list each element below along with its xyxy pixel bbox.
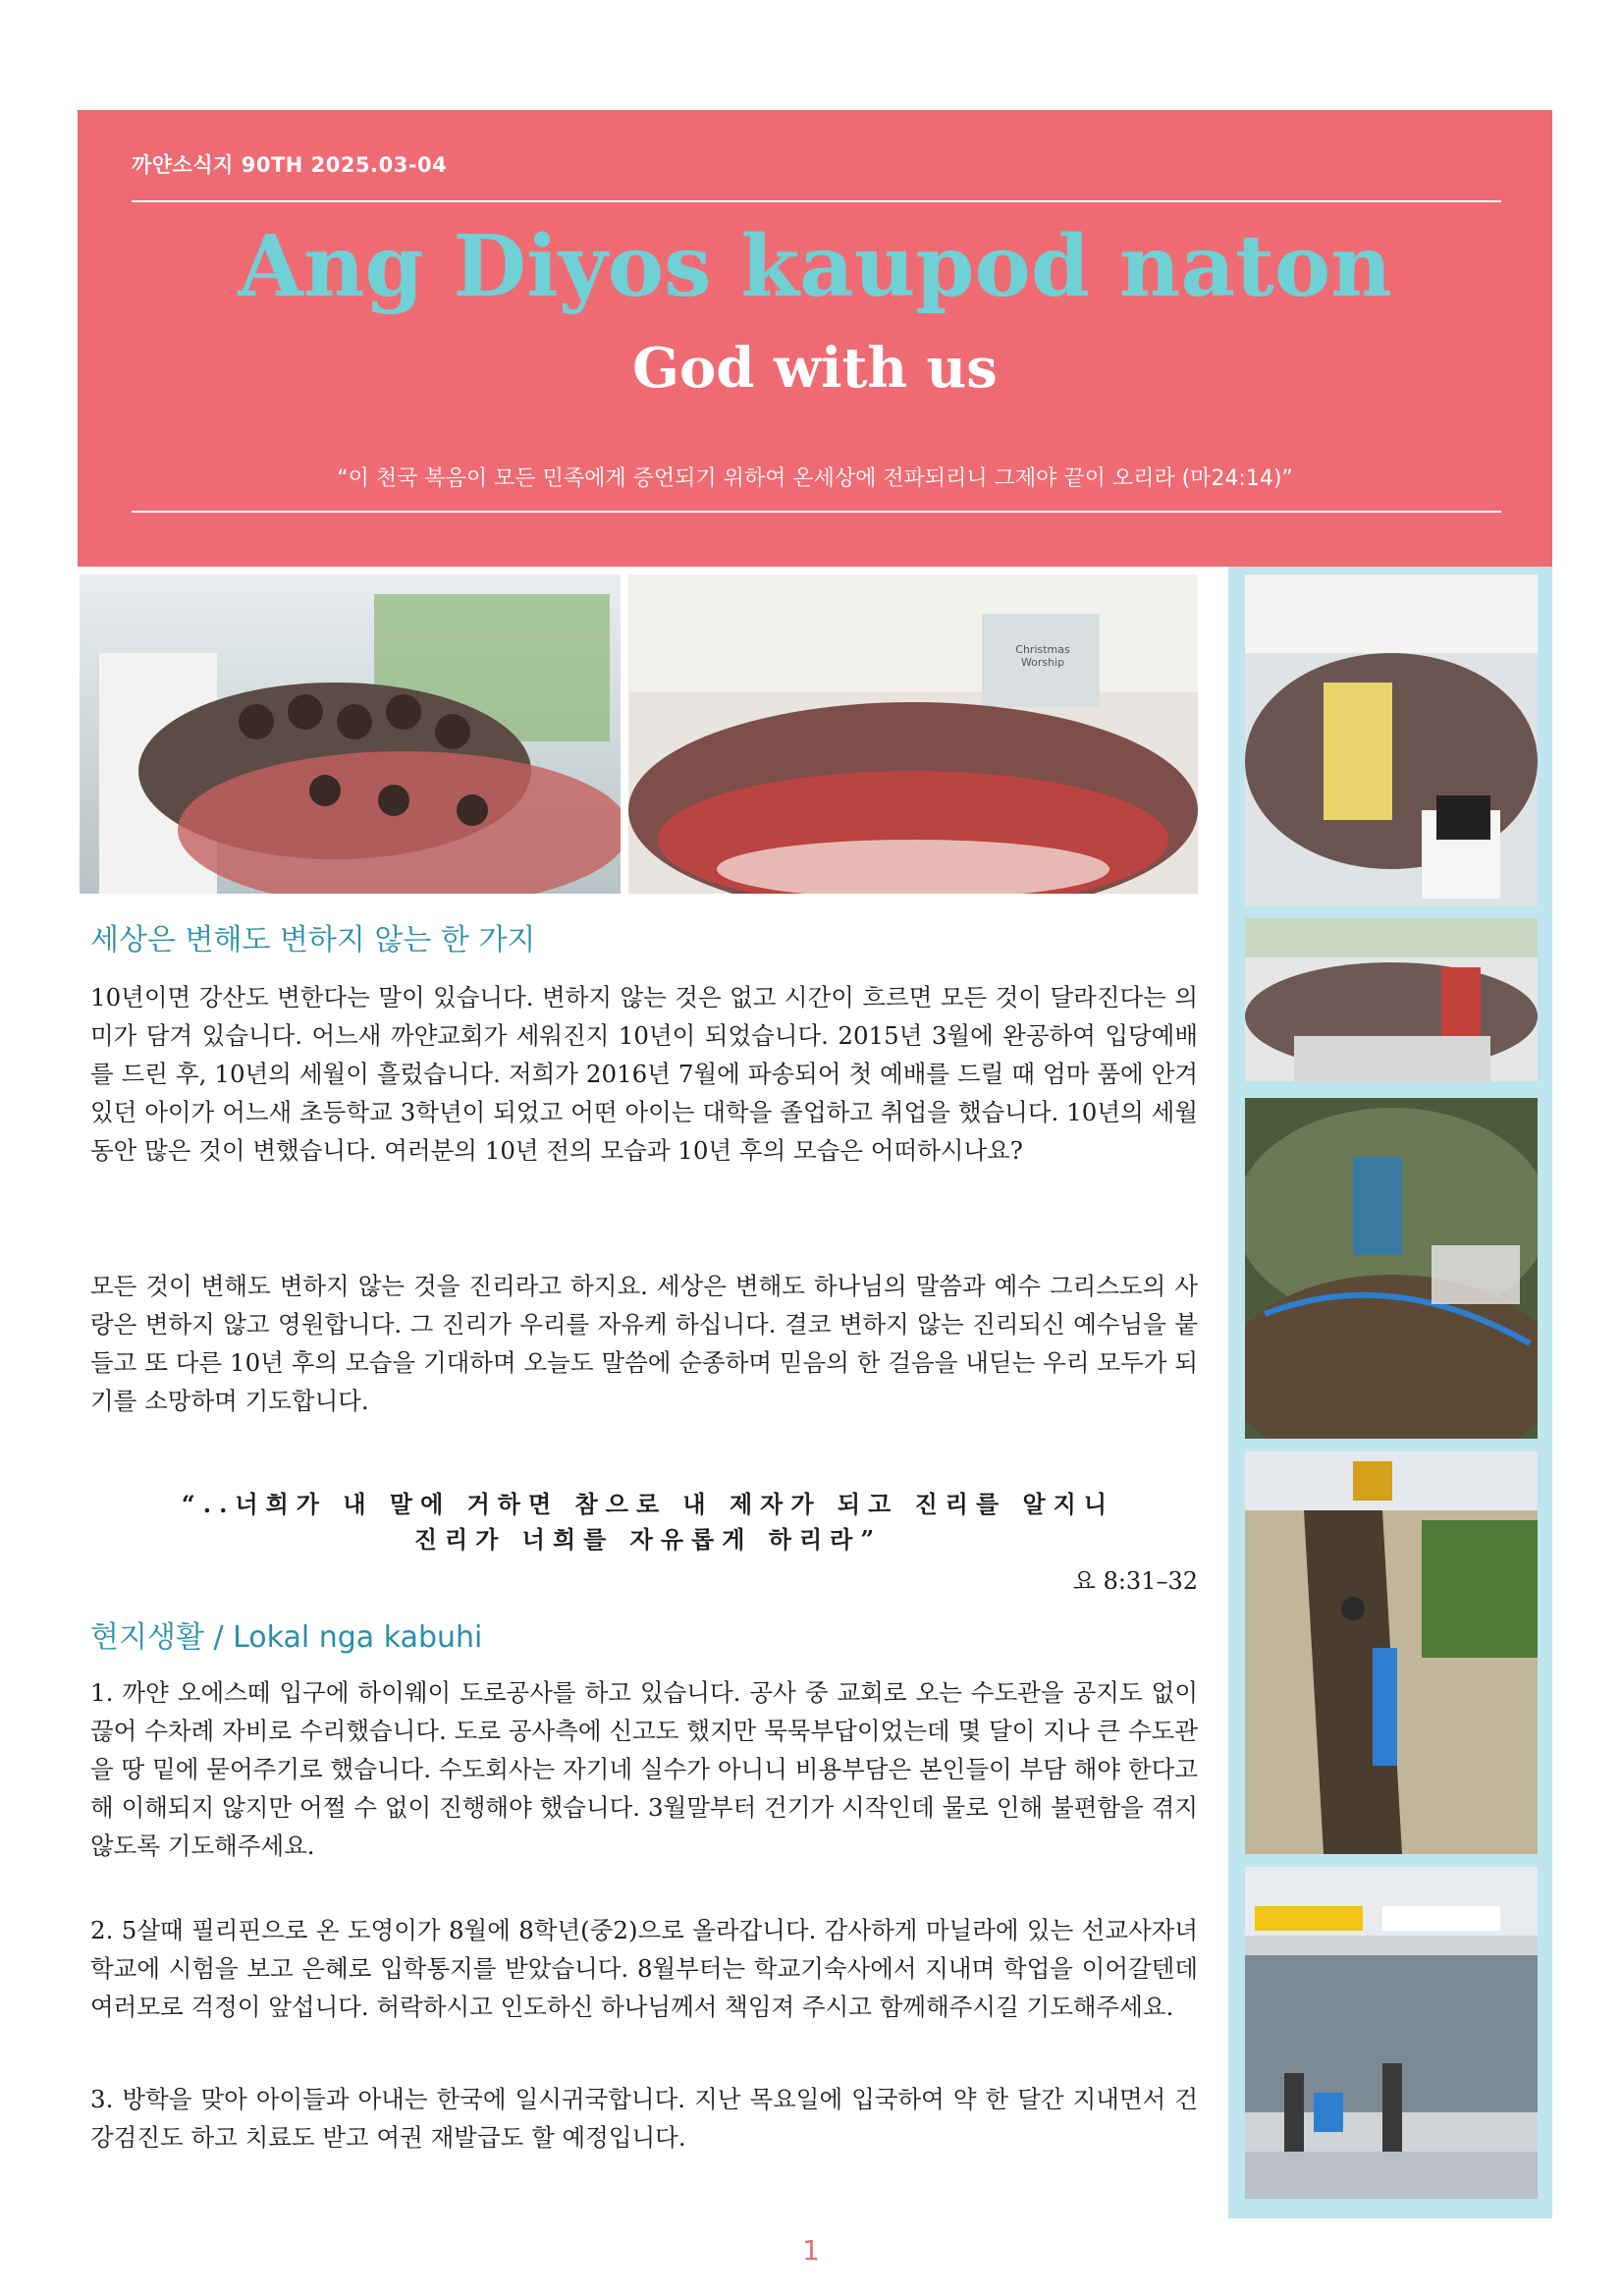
slide-text: Christmas Worship (1015, 643, 1070, 669)
section1-heading: 세상은 변해도 변하지 않는 한 가지 (90, 923, 536, 957)
local-life-item-1: 1. 까얀 오에스떼 입구에 하이웨이 도로공사를 하고 있습니다. 공사 중 교회로 오는 수도관을 공지도 없이 끊어 수차례 자비로 수리했습니다. 도로 공사측에 신고도 했지만 묵묵부답이었는데 몇 달이 지나 큰 수도관을 땅 밑에 묻어주기로 했습니다. 수도회사는 자기네 실수가 아니니 비용부담은 본인들이 부담 해야 한다고 해 이해되지 않지만 어쩔 수 없이 진행해야 했습니다. 3월말부터 건기가 시작인데 물로 인해 불편함을 겪지 않도록 기도해주세요. (90, 1678, 1198, 1860)
photo-children-chairs (1245, 574, 1538, 906)
section1-paragraph-2: 모든 것이 변해도 변하지 않는 것을 진리라고 하지요. 세상은 변해도 하나님의 말씀과 예수 그리스도의 사랑은 변하지 않고 영원합니다. 그 진리가 우리를 자유케 하십니다. 결코 변하지 않는 진리되신 예수님을 붙들고 또 다른 10년 후의 모습을 기대하며 오늘도 말씀에 순종하며 믿음의 한 걸음을 내딛는 우리 모두가 되기를 소망하며 기도합니다. (90, 1272, 1198, 1415)
photo-water-pipe (1245, 1098, 1538, 1439)
photo-children-hall (1245, 918, 1538, 1081)
photo-christmas-worship (628, 574, 1198, 894)
photo-airport (1245, 1867, 1538, 2199)
local-life-item-2: 2. 5살때 필리핀으로 온 도영이가 8월에 8학년(중2)으로 올라갑니다. 감사하게 마닐라에 있는 선교사자녀학교에 시험을 보고 은혜로 입학통지를 받았습니다. 8월부터는 학교기숙사에서 지내며 학업을 이어갈텐데 여러모로 걱정이 앞섭니다. 허락하시고 인도하신 하나님께서 책임져 주시고 함께해주시길 기도해주세요. (90, 1916, 1198, 2021)
header-banner (78, 110, 1552, 567)
scripture-reference: 요 8:31–32 (1072, 1567, 1198, 1595)
header-divider-bottom (132, 511, 1501, 513)
issue-label: 까얀소식지 90TH 2025.03-04 (132, 153, 448, 177)
page-title: Ang Diyos kaupod naton (238, 217, 1392, 316)
section2-heading: 현지생활 / Lokal nga kabuhi (90, 1620, 483, 1655)
photo-children-line (80, 574, 621, 894)
page-number: 1 (802, 2234, 820, 2267)
photo-road-trench (1245, 1451, 1538, 1854)
scripture-quote-line1: “..너희가 내 말에 거하면 참으로 내 제자가 되고 진리를 알지니 (181, 1490, 1115, 1518)
local-life-item-3: 3. 방학을 맞아 아이들과 아내는 한국에 일시귀국합니다. 지난 목요일에 입국하여 약 한 달간 지내면서 건강검진도 하고 치료도 받고 여권 재발급도 할 예정입니다. (90, 2085, 1198, 2152)
page-subtitle: God with us (632, 336, 998, 401)
header-divider-top (132, 200, 1501, 202)
header-verse: “이 천국 복음이 모든 민족에게 증언되기 위하여 온세상에 전파되리니 그제야 끝이 오리라 (마24:14)” (337, 466, 1293, 491)
section1-paragraph-1: 10년이면 강산도 변한다는 말이 있습니다. 변하지 않는 것은 없고 시간이 흐르면 모든 것이 달라진다는 의미가 담겨 있습니다. 어느새 까얀교회가 세워진지 10년이 되었습니다. 2015년 3월에 완공하여 입당예배를 드린 후, 10년의 세월이 흘렀습니다. 저희가 2016년 7월에 파송되어 첫 예배를 드릴 때 엄마 품에 안겨 있던 아이가 어느새 초등학교 3학년이 되었고 어떤 아이는 대학을 졸업하고 취업을 했습니다. 10년의 세월동안 많은 것이 변했습니다. 여러분의 10년 전의 모습과 10년 후의 모습은 어떠하시나요? (90, 983, 1198, 1165)
scripture-quote-line2: 진리가 너희를 자유롭게 하리라” (413, 1525, 883, 1554)
